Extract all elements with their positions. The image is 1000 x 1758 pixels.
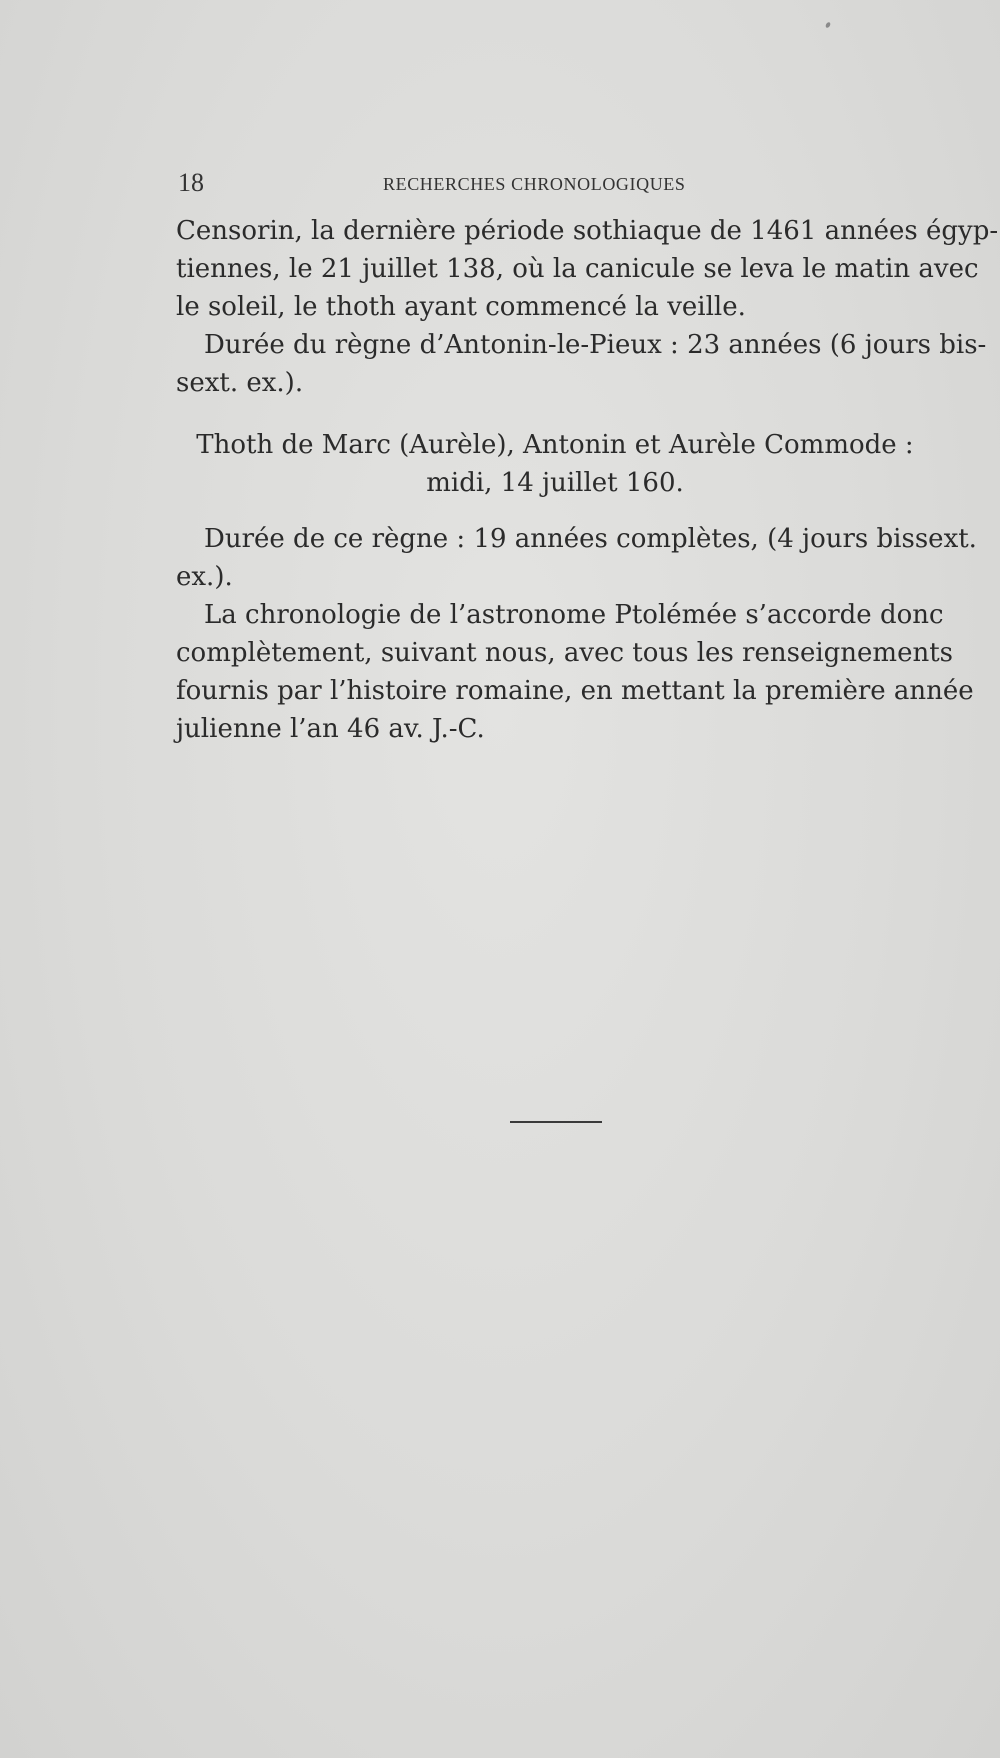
text-line: le soleil, le thoth ayant commencé la veille. (176, 292, 746, 322)
paragraph-duree-regne (176, 520, 977, 596)
running-title: RECHERCHES CHRONOLOGIQUES (383, 174, 686, 194)
text-line: Durée du règne d’Antonin-le-Pieux : 23 années (6 jours bis- (204, 330, 987, 360)
text-line: fournis par l’histoire romaine, en mettant la première année (176, 676, 974, 706)
text-line: complètement, suivant nous, avec tous les renseignements (176, 638, 954, 668)
ink-speck (825, 21, 831, 28)
text-line: Durée de ce règne : 19 années complètes, (4 jours bissext. (204, 524, 977, 554)
text-line: La chronologie de l’astronome Ptolémée s’accorde donc (204, 600, 944, 630)
text-block (176, 212, 999, 748)
page-number: 18 (178, 168, 204, 197)
text-line: ex.). (176, 562, 233, 592)
paragraph-censorin (176, 212, 999, 326)
text-line: midi, 14 juillet 160. (426, 468, 684, 498)
centered-heading-thoth (176, 426, 934, 502)
running-head (178, 168, 932, 204)
text-line: sext. ex.). (176, 368, 304, 398)
section-rule (510, 1121, 602, 1123)
text-line: Censorin, la dernière période sothiaque de 1461 années égyp- (176, 216, 999, 246)
paragraph-duree-antonin (176, 326, 987, 402)
text-line: tiennes, le 21 juillet 138, où la canicule se leva le matin avec (176, 254, 979, 284)
text-line: julienne l’an 46 av. J.-C. (176, 714, 485, 744)
paragraph-ptolemee (176, 596, 974, 748)
text-line: Thoth de Marc (Aurèle), Antonin et Aurèle Commode : (196, 430, 914, 460)
